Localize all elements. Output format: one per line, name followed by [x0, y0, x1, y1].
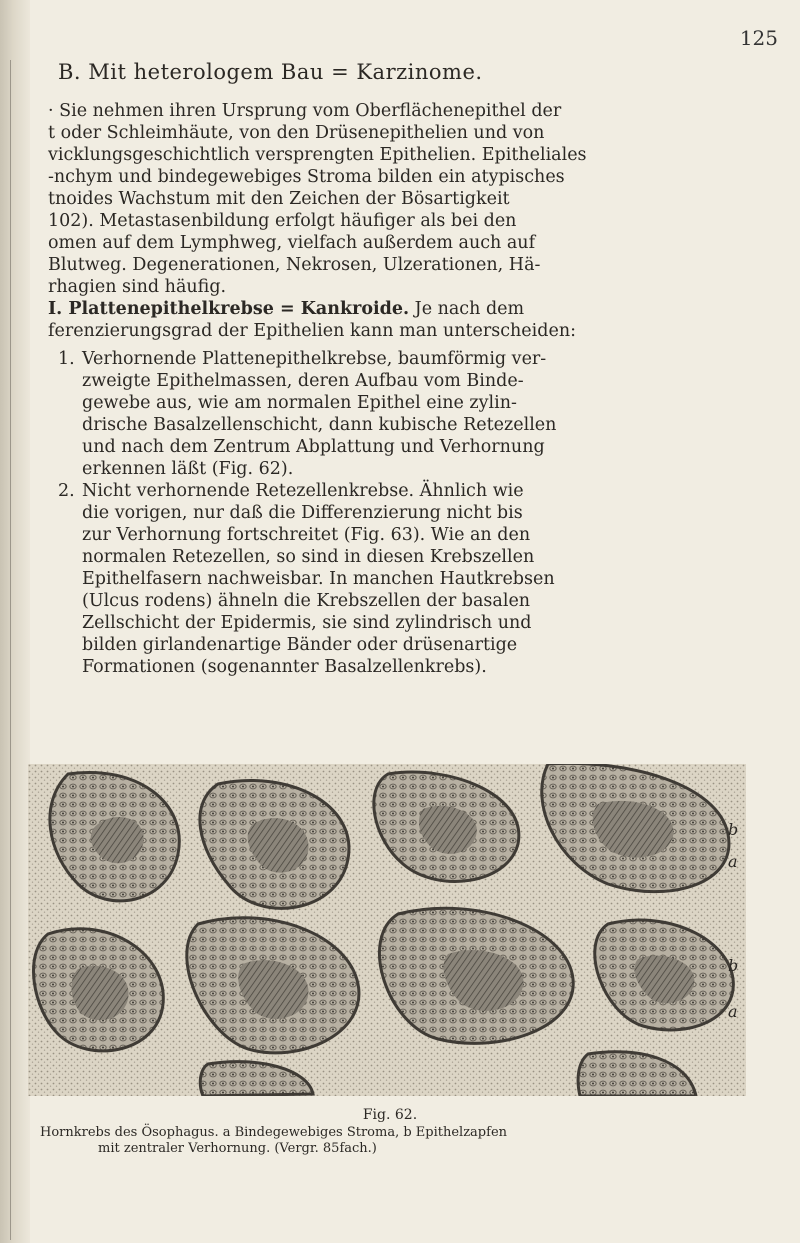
intro-paragraph: [48, 100, 738, 298]
text-line: -nchym und bindegewebiges Stroma bilden ein atypisches: [48, 167, 565, 187]
text-line: 102). Metastasenbildung erfolgt häufiger als bei den: [48, 211, 517, 231]
section-heading-line: [48, 298, 748, 320]
text-line: tnoides Wachstum mit den Zeichen der Bösartigkeit: [48, 189, 510, 209]
caption-line: mit zentraler Verhornung. (Vergr. 85fach.): [98, 1141, 377, 1156]
list-item-number: 1.: [58, 349, 75, 369]
text-line: drische Basalzellenschicht, dann kubische Retezellen: [82, 415, 557, 435]
text-line: erkennen läßt (Fig. 62).: [82, 459, 294, 479]
text-line: Blutweg. Degenerationen, Nekrosen, Ulzerationen, Hä-: [48, 255, 541, 275]
text-line: rhagien sind häufig.: [48, 277, 227, 297]
caption-line: Hornkrebs des Ösophagus. a Bindegewebiges Stroma, b Epithelzapfen: [40, 1125, 508, 1140]
text-line: gewebe aus, wie am normalen Epithel eine zylin-: [82, 393, 517, 413]
list-item-number: 2.: [58, 481, 75, 501]
book-gutter: [0, 0, 30, 1243]
text-line: omen auf dem Lymphweg, vielfach außerdem auch auf: [48, 233, 536, 253]
text-line: und nach dem Zentrum Abplattung und Verhornung: [82, 437, 545, 457]
list-item: [58, 480, 748, 678]
text-line: normalen Retezellen, so sind in diesen Krebszellen: [82, 547, 535, 567]
figure-label-b: b: [728, 956, 739, 975]
text-line: vicklungsgeschichtlich versprengten Epithelien. Epitheliales: [48, 145, 587, 165]
gutter-edge-line: [10, 60, 11, 1240]
text-line: Formationen (sogenannter Basalzellenkrebs).: [82, 657, 487, 677]
text-line: zur Verhornung fortschreitet (Fig. 63). Wie an den: [82, 525, 531, 545]
text-line: Verhornende Plattenepithelkrebse, baumförmig ver-: [82, 349, 547, 369]
section-heading: [48, 298, 748, 342]
numbered-list: [58, 348, 748, 678]
text-line: (Ulcus rodens) ähneln die Krebszellen der basalen: [82, 591, 531, 611]
text-line: Epithelfasern nachweisbar. In manchen Hautkrebsen: [82, 569, 555, 589]
figure-label-b: b: [728, 820, 739, 839]
text-line: ferenzierungsgrad der Epithelien kann man unterscheiden:: [48, 321, 576, 341]
text-line: t oder Schleimhäute, von den Drüsenepithelien und von: [48, 123, 545, 143]
histology-figure: [28, 764, 746, 1096]
figure-label-a: a: [728, 852, 738, 871]
text-line: Nicht verhornende Retezellenkrebse. Ähnlich wie: [82, 481, 524, 501]
text-line: Zellschicht der Epidermis, sie sind zylindrisch und: [82, 613, 532, 633]
text-line: · Sie nehmen ihren Ursprung vom Oberflächenepithel der: [48, 101, 562, 121]
page-number: 125: [739, 26, 778, 50]
text-line: die vorigen, nur daß die Differenzierung nicht bis: [82, 503, 523, 523]
section-title: I. Plattenepithelkrebse = Kankroide.: [48, 299, 410, 319]
running-head: B. Mit heterologem Bau = Karzinome.: [58, 60, 483, 84]
text-line: bilden girlandenartige Bänder oder drüsenartige: [82, 635, 518, 655]
section-heading-rest: Je nach dem: [409, 299, 525, 319]
text-line: zweigte Epithelmassen, deren Aufbau vom Binde-: [82, 371, 524, 391]
figure-label-a: a: [728, 1002, 738, 1021]
list-item: [58, 348, 748, 480]
figure-number: Fig. 62.: [362, 1107, 418, 1123]
figure-caption: [40, 1107, 740, 1157]
histology-micrograph: [28, 764, 746, 1096]
